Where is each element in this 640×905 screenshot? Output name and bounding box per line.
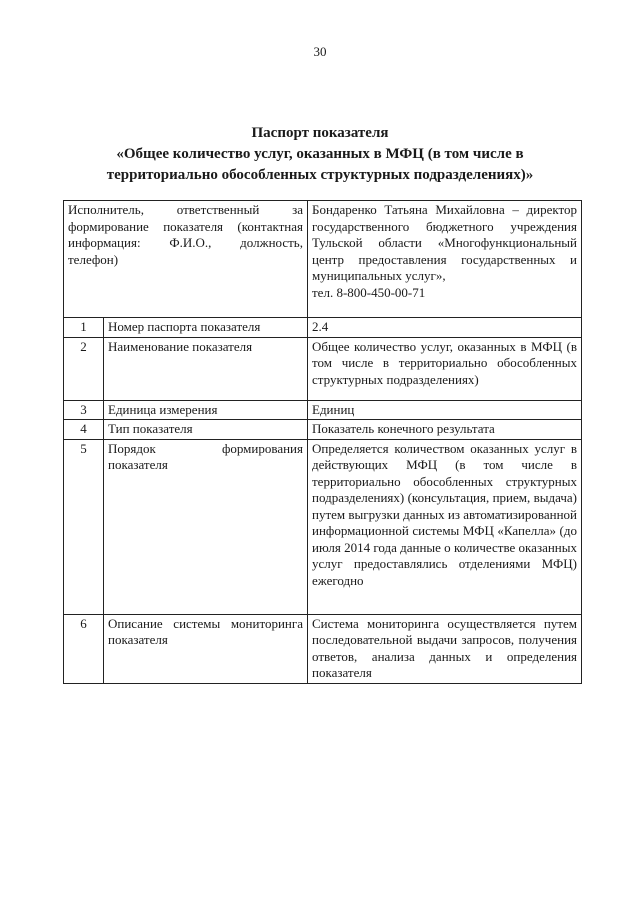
table-row: [64, 337, 582, 400]
row-value: Общее количество услуг, оказанных в МФЦ (в том числе в территориально обособленных структурных подразделениях): [308, 337, 582, 400]
page-number: 30: [313, 44, 327, 59]
document-title: [60, 123, 580, 186]
table-row: [64, 439, 582, 614]
executor-phone: тел. 8-800-450-00-71: [312, 284, 426, 300]
row-label: Номер паспорта показателя: [104, 318, 308, 338]
row-value: Система мониторинга осуществляется путем последовательной выдачи запросов, получения ответов, анализа данных и определения показателя: [308, 614, 582, 683]
executor-value: [308, 201, 582, 318]
row-value: Единиц: [308, 400, 582, 420]
row-number: 2: [64, 337, 104, 400]
table-row: [64, 420, 582, 440]
row-number: 4: [64, 420, 104, 440]
row-value: 2.4: [308, 318, 582, 338]
row-label: Порядок формирования показателя: [104, 439, 308, 614]
table-row: [64, 318, 582, 338]
table-row-executor: [64, 201, 582, 318]
title-line-3: территориально обособленных структурных подразделениях)»: [106, 167, 534, 183]
executor-name: Бондаренко Татьяна Михайловна – директор государственного бюджетного учреждения Тульской области «Многофункциональный центр предоставления государственных и муниципальных услуг»,: [312, 202, 577, 283]
row-number: 5: [64, 439, 104, 614]
table-row: [64, 614, 582, 683]
table-row: [64, 400, 582, 420]
title-line-1: Паспорт показателя: [251, 125, 389, 141]
row-value: Определяется количеством оказанных услуг в действующих МФЦ (в том числе в территориально обособленных структурных подразделениях) (консультация, прием, выдача) путем выгрузки данных из автоматизированной информационной системы МФЦ «Капелла» (до июля 2014 года данные о количестве оказанных услуг предоставлялись отделениями МФЦ) ежегодно: [308, 439, 582, 614]
executor-label: Исполнитель, ответственный за формирование показателя (контактная информация: Ф.И.О., должность, телефон): [64, 201, 308, 318]
row-label: Описание системы мониторинга показателя: [104, 614, 308, 683]
row-label: Тип показателя: [104, 420, 308, 440]
row-label: Наименование показателя: [104, 337, 308, 400]
row-number: 1: [64, 318, 104, 338]
row-value: Показатель конечного результата: [308, 420, 582, 440]
row-number: 3: [64, 400, 104, 420]
row-number: 6: [64, 614, 104, 683]
title-line-2: «Общее количество услуг, оказанных в МФЦ (в том числе в: [116, 146, 524, 162]
passport-table: [63, 200, 582, 684]
row-label: Единица измерения: [104, 400, 308, 420]
